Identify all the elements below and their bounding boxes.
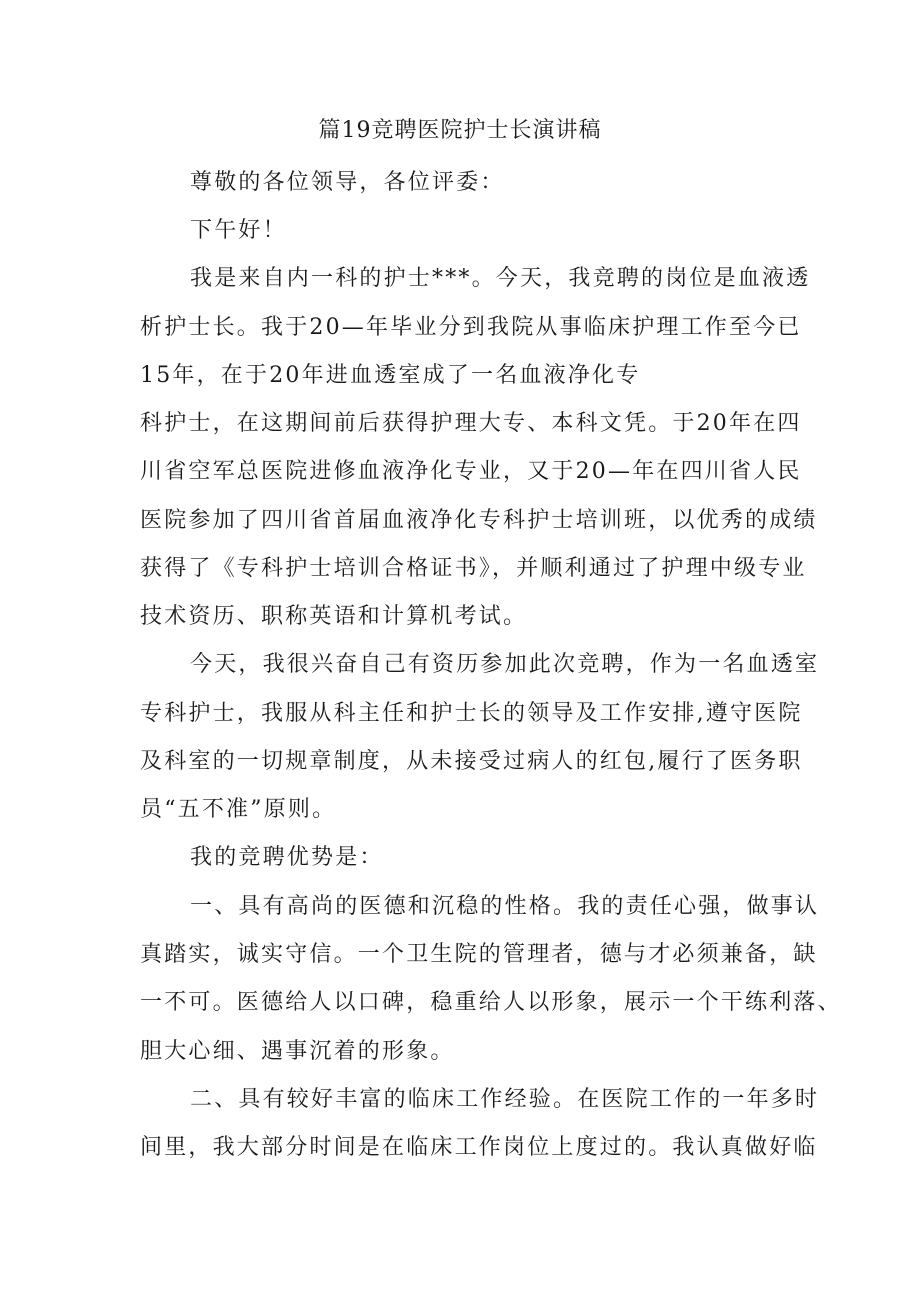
paragraph-line: 获得了《专科护士培训合格证书》，并顺利通过了护理中级专业	[140, 556, 807, 581]
paragraph-line: 一、具有高尚的医德和沉稳的性格。我的责任心强，做事认	[190, 894, 820, 919]
paragraph-line: 析护士长。我于20—年毕业分到我院从事临床护理工作至今已	[140, 315, 802, 340]
paragraph-line: 胆大心细、遇事沉着的形象。	[140, 1039, 455, 1064]
paragraph-line: 技术资历、职称英语和计算机考试。	[140, 604, 528, 629]
paragraph-line: 15年，在于20年进血透室成了一名血液净化专	[140, 363, 641, 388]
paragraph-line: 一不可。医德给人以口碑，稳重给人以形象，展示一个干练利落、	[140, 990, 842, 1015]
paragraph-line: 间里，我大部分时间是在临床工作岗位上度过的。我认真做好临	[140, 1135, 818, 1160]
salutation-line: 尊敬的各位领导，各位评委：	[190, 170, 505, 195]
paragraph-line: 医院参加了四川省首届血液净化专科护士培训班，以优秀的成绩	[140, 508, 818, 533]
paragraph-line: 今天，我很兴奋自己有资历参加此次竞聘，作为一名血透室	[190, 652, 820, 677]
greeting-line: 下午好！	[190, 218, 287, 243]
paragraph-line: 我的竞聘优势是：	[190, 845, 384, 870]
paragraph-line: 员“五不准”原则。	[140, 797, 337, 822]
paragraph-line: 川省空军总医院进修血液净化专业，又于20—年在四川省人民	[140, 459, 802, 484]
paragraph-line: 及科室的一切规章制度，从未接受过病人的红包,履行了医务职	[140, 749, 803, 774]
paragraph-line: 专科护士，我服从科主任和护士长的领导及工作安排,遵守医院	[140, 701, 803, 726]
paragraph-line: 真踏实，诚实守信。一个卫生院的管理者，德与才必须兼备，缺	[140, 942, 818, 967]
paragraph-line: 科护士，在这期间前后获得护理大专、本科文凭。于20年在四	[140, 411, 802, 436]
paragraph-line: 二、具有较好丰富的临床工作经验。在医院工作的一年多时	[190, 1087, 820, 1112]
paragraph-line: 我是来自内一科的护士***。今天，我竞聘的岗位是血液透	[190, 266, 811, 291]
document-title: 篇19竞聘医院护士长演讲稿	[318, 118, 602, 143]
